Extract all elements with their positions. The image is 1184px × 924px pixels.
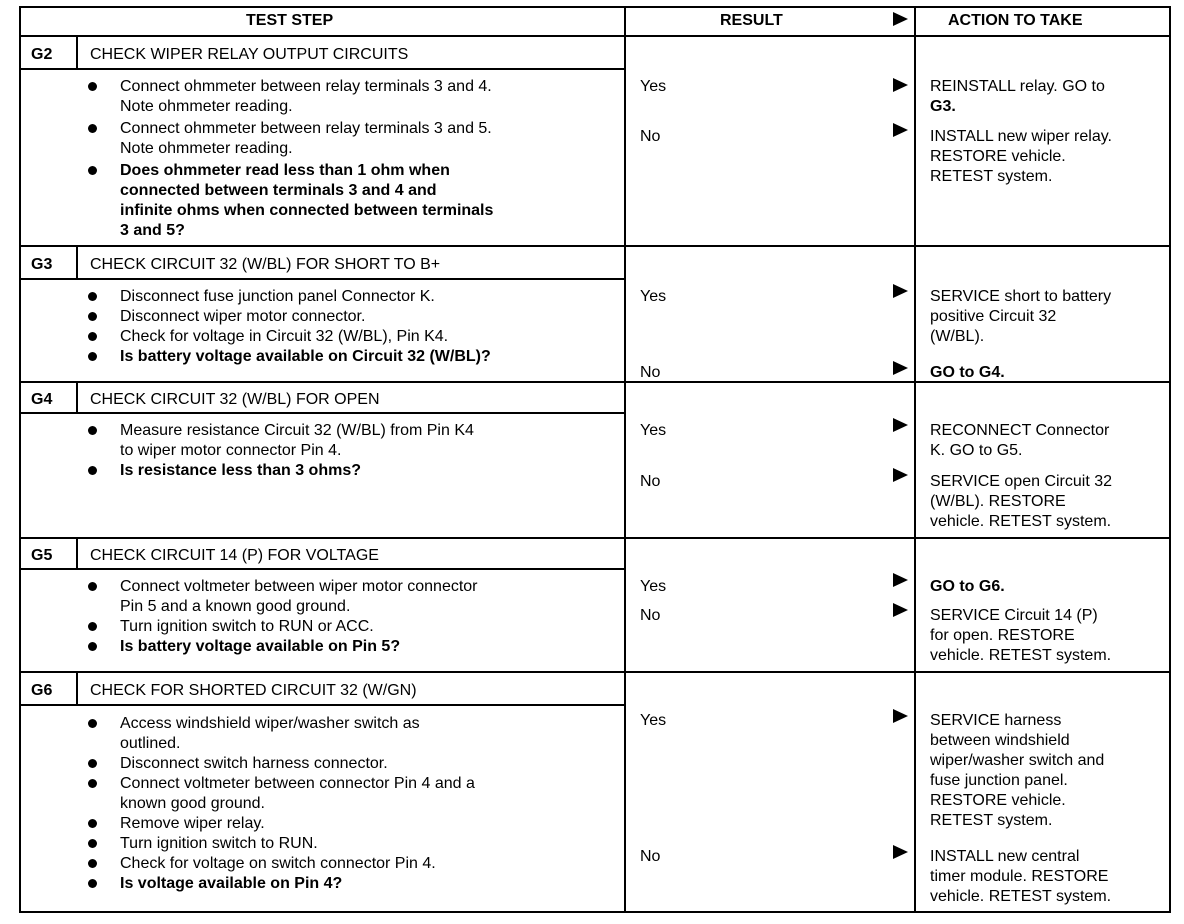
g2-bullet-3-line-4: 3 and 5? [120, 222, 185, 239]
g4-action-no-line-3: vehicle. RETEST system. [930, 513, 1112, 530]
bullet-icon [88, 352, 97, 361]
g3-bullet-2: Disconnect wiper motor connector. [120, 308, 366, 325]
result-arrow-icon [893, 418, 908, 432]
header-result: RESULT [720, 12, 783, 29]
g5-action-no-line-2: for open. RESTORE [930, 627, 1075, 644]
result-arrow-icon [893, 284, 908, 298]
g5-bullet-1-line-1: Connect voltmeter between wiper motor connector [120, 578, 478, 595]
g4-action-yes-line-2: K. GO to G5. [930, 442, 1023, 459]
g6-action-yes-line-5: RESTORE vehicle. [930, 792, 1066, 809]
bullet-icon [88, 759, 97, 768]
g2-result-no: No [640, 128, 661, 145]
g6-action-yes-line-1: SERVICE harness [930, 712, 1062, 729]
table-left-border [19, 6, 21, 913]
result-arrow-icon [893, 123, 908, 137]
g2-bullet-2-line-2: Note ohmmeter reading. [120, 140, 293, 157]
header-test-step: TEST STEP [246, 12, 334, 29]
g4-row-border [19, 537, 1171, 539]
g3-action-yes-line-1: SERVICE short to battery [930, 288, 1112, 305]
bullet-icon [88, 426, 97, 435]
result-arrow-icon [893, 709, 908, 723]
step-title-g5: CHECK CIRCUIT 14 (P) FOR VOLTAGE [90, 547, 379, 564]
g3-bullet-3: Check for voltage in Circuit 32 (W/BL), Pin K4. [120, 328, 449, 345]
step-title-g6: CHECK FOR SHORTED CIRCUIT 32 (W/GN) [90, 682, 417, 699]
g3-row-border [19, 381, 1171, 383]
g6-action-yes-line-4: fuse junction panel. [930, 772, 1068, 789]
step-id-g5: G5 [31, 547, 53, 564]
g6-bullet-3-line-2: known good ground. [120, 795, 265, 812]
g4-action-no-line-2: (W/BL). RESTORE [930, 493, 1066, 510]
g6-bullet-1-line-2: outlined. [120, 735, 181, 752]
g3-bullet-4: Is battery voltage available on Circuit 32 (W/BL)? [120, 348, 491, 365]
g5-result-yes: Yes [640, 578, 667, 595]
g6-action-yes-line-3: wiper/washer switch and [930, 752, 1105, 769]
g3-action-yes-line-3: (W/BL). [930, 328, 985, 345]
bullet-icon [88, 622, 97, 631]
g6-action-yes-line-2: between windshield [930, 732, 1070, 749]
step-id-g3: G3 [31, 256, 53, 273]
result-column-border [624, 6, 626, 913]
g6-title-rule [19, 704, 624, 706]
result-arrow-icon [893, 603, 908, 617]
bullet-icon [88, 582, 97, 591]
g4-result-yes: Yes [640, 422, 667, 439]
g5-bullet-3: Is battery voltage available on Pin 5? [120, 638, 401, 655]
g6-bullet-1-line-1: Access windshield wiper/washer switch as [120, 715, 420, 732]
g2-result-yes: Yes [640, 78, 667, 95]
g2-bullet-1-line-1: Connect ohmmeter between relay terminals 3 and 4. [120, 78, 492, 95]
g4-id-divider [76, 381, 78, 413]
bullet-icon [88, 332, 97, 341]
table-top-border [19, 6, 1171, 8]
g4-bullet-1-line-2: to wiper motor connector Pin 4. [120, 442, 342, 459]
g3-action-no: GO to G4. [930, 364, 1005, 381]
g2-action-no-line-2: RESTORE vehicle. [930, 148, 1066, 165]
result-arrow-icon [893, 468, 908, 482]
g2-bullet-3-line-3: infinite ohms when connected between terminals [120, 202, 494, 219]
bullet-icon [88, 466, 97, 475]
g6-bullet-6: Check for voltage on switch connector Pin 4. [120, 855, 436, 872]
g2-row-border [19, 245, 1171, 247]
g3-action-yes-line-2: positive Circuit 32 [930, 308, 1057, 325]
result-arrow-icon [893, 361, 908, 375]
result-arrow-icon [893, 573, 908, 587]
g5-bullet-1-line-2: Pin 5 and a known good ground. [120, 598, 351, 615]
g5-bullet-2: Turn ignition switch to RUN or ACC. [120, 618, 374, 635]
g6-action-no-line-3: vehicle. RETEST system. [930, 888, 1112, 905]
g3-id-divider [76, 245, 78, 279]
bullet-icon [88, 124, 97, 133]
bullet-icon [88, 312, 97, 321]
bullet-icon [88, 859, 97, 868]
step-id-g6: G6 [31, 682, 53, 699]
g2-bullet-3-line-1: Does ohmmeter read less than 1 ohm when [120, 162, 450, 179]
g5-row-border [19, 671, 1171, 673]
g2-bullet-3-line-2: connected between terminals 3 and 4 and [120, 182, 437, 199]
g4-action-yes-line-1: RECONNECT Connector [930, 422, 1110, 439]
g6-action-yes-line-6: RETEST system. [930, 812, 1053, 829]
g2-action-yes-line-1: REINSTALL relay. GO to [930, 78, 1105, 95]
g2-bullet-1-line-2: Note ohmmeter reading. [120, 98, 293, 115]
g2-bullet-2-line-1: Connect ohmmeter between relay terminals 3 and 5. [120, 120, 492, 137]
bullet-icon [88, 82, 97, 91]
step-title-g2: CHECK WIPER RELAY OUTPUT CIRCUITS [90, 46, 409, 63]
g6-bullet-7: Is voltage available on Pin 4? [120, 875, 343, 892]
header-action: ACTION TO TAKE [948, 12, 1083, 29]
g5-action-no-line-1: SERVICE Circuit 14 (P) [930, 607, 1098, 624]
g5-action-no-line-3: vehicle. RETEST system. [930, 647, 1112, 664]
bullet-icon [88, 779, 97, 788]
g3-result-no: No [640, 364, 661, 381]
g3-bullet-1: Disconnect fuse junction panel Connector K. [120, 288, 435, 305]
step-title-g3: CHECK CIRCUIT 32 (W/BL) FOR SHORT TO B+ [90, 256, 441, 273]
result-arrow-icon [893, 845, 908, 859]
bullet-icon [88, 819, 97, 828]
g6-id-divider [76, 671, 78, 705]
g2-action-yes-line-2: G3. [930, 98, 956, 115]
g6-action-no-line-1: INSTALL new central [930, 848, 1080, 865]
bullet-icon [88, 292, 97, 301]
step-title-g4: CHECK CIRCUIT 32 (W/BL) FOR OPEN [90, 391, 380, 408]
g2-id-divider [76, 35, 78, 69]
g4-action-no-line-1: SERVICE open Circuit 32 [930, 473, 1113, 490]
action-column-border [914, 6, 916, 913]
g4-result-no: No [640, 473, 661, 490]
bullet-icon [88, 642, 97, 651]
step-id-g4: G4 [31, 391, 53, 408]
bullet-icon [88, 166, 97, 175]
g2-action-no-line-3: RETEST system. [930, 168, 1053, 185]
g6-action-no-line-2: timer module. RESTORE [930, 868, 1109, 885]
g4-bullet-1-line-1: Measure resistance Circuit 32 (W/BL) from Pin K4 [120, 422, 474, 439]
g6-bullet-5: Turn ignition switch to RUN. [120, 835, 318, 852]
g6-result-yes: Yes [640, 712, 667, 729]
table-bottom-border [19, 911, 1171, 913]
bullet-icon [88, 839, 97, 848]
result-arrow-icon [893, 78, 908, 92]
g5-title-rule [19, 568, 624, 570]
step-id-g2: G2 [31, 46, 53, 63]
bullet-icon [88, 719, 97, 728]
table-right-border [1169, 6, 1171, 913]
g3-result-yes: Yes [640, 288, 667, 305]
g6-bullet-2: Disconnect switch harness connector. [120, 755, 388, 772]
bullet-icon [88, 879, 97, 888]
g6-bullet-4: Remove wiper relay. [120, 815, 265, 832]
g2-title-rule [19, 68, 624, 70]
g4-bullet-2: Is resistance less than 3 ohms? [120, 462, 361, 479]
g5-id-divider [76, 537, 78, 569]
header-bottom-border [19, 35, 1171, 37]
g5-result-no: No [640, 607, 661, 624]
g6-bullet-3-line-1: Connect voltmeter between connector Pin 4 and a [120, 775, 475, 792]
g6-result-no: No [640, 848, 661, 865]
g5-action-yes: GO to G6. [930, 578, 1005, 595]
g3-title-rule [19, 278, 624, 280]
g4-title-rule [19, 412, 624, 414]
g2-action-no-line-1: INSTALL new wiper relay. [930, 128, 1112, 145]
header-arrow-icon [893, 12, 908, 26]
